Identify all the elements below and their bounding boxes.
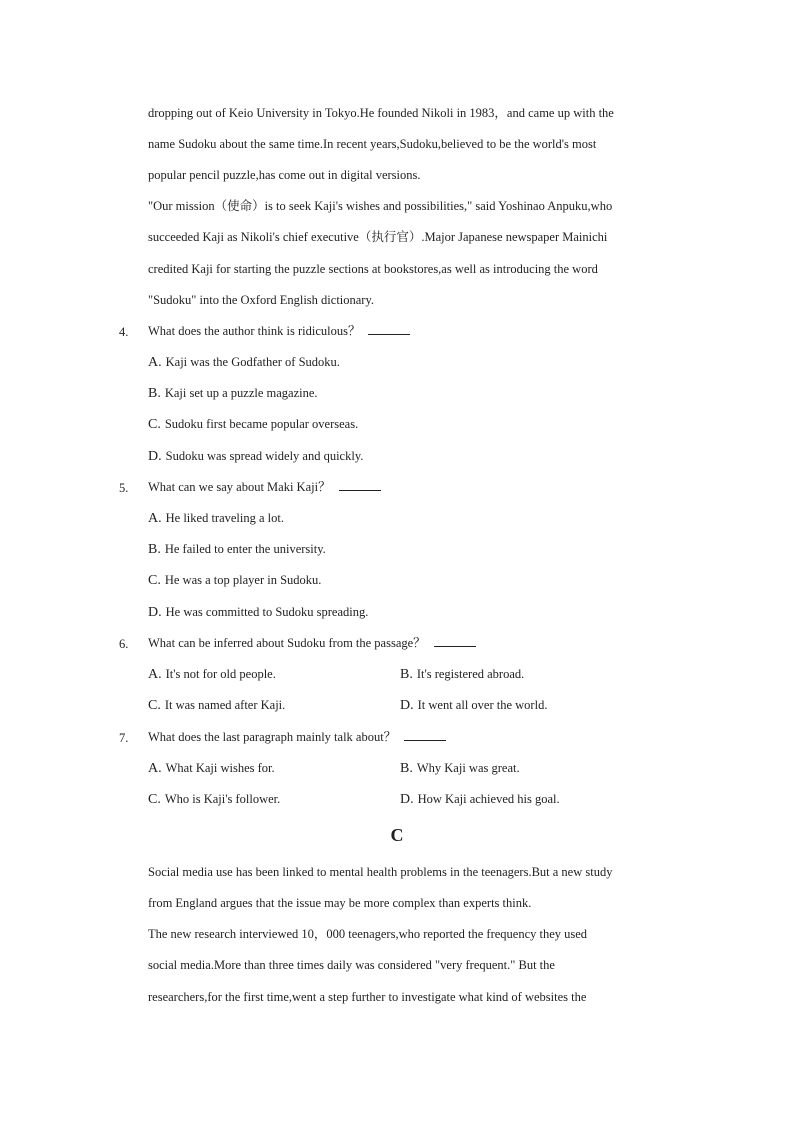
question-text: What does the last paragraph mainly talk about？ (148, 730, 397, 744)
answer-blank[interactable] (434, 636, 476, 647)
option-4d[interactable]: D. Sudoku was spread widely and quickly. (148, 449, 364, 464)
option-6d[interactable]: D. It went all over the world. (400, 698, 548, 713)
passage-line: succeeded Kaji as Nikoli's chief executive（执行官）.Major Japanese newspaper Mainichi (148, 230, 608, 244)
question-text: What does the author think is ridiculous？ (148, 324, 361, 338)
passage-line: "Our mission（使命）is to seek Kaji's wishes and possibilities," said Yoshinao Anpuku,who (148, 199, 613, 213)
question-text: What can be inferred about Sudoku from the passage？ (148, 636, 426, 650)
question-number: 7. (119, 731, 129, 745)
option-6b[interactable]: B. It's registered abroad. (400, 667, 525, 682)
passage-line: researchers,for the first time,went a step further to investigate what kind of websites the (148, 990, 587, 1004)
question-number: 4. (119, 325, 129, 339)
option-4b[interactable]: B. Kaji set up a puzzle magazine. (148, 386, 318, 401)
option-4c[interactable]: C. Sudoku first became popular overseas. (148, 417, 359, 432)
passage-line: popular pencil puzzle,has come out in digital versions. (148, 168, 421, 182)
question-6 (148, 635, 476, 651)
option-7a[interactable]: A. What Kaji wishes for. (148, 761, 275, 776)
option-7b[interactable]: B. Why Kaji was great. (400, 761, 520, 776)
answer-blank[interactable] (339, 480, 381, 491)
passage-line: "Sudoku" into the Oxford English dictionary. (148, 293, 375, 307)
passage-line: from England argues that the issue may be more complex than experts think. (148, 896, 532, 910)
question-7 (148, 729, 446, 745)
option-5a[interactable]: A. He liked traveling a lot. (148, 511, 284, 526)
option-6c[interactable]: C. It was named after Kaji. (148, 698, 286, 713)
option-7c[interactable]: C. Who is Kaji's follower. (148, 792, 281, 807)
option-5d[interactable]: D. He was committed to Sudoku spreading. (148, 605, 369, 620)
passage-line: name Sudoku about the same time.In recent years,Sudoku,believed to be the world's most (148, 137, 597, 151)
passage-line: Social media use has been linked to mental health problems in the teenagers.But a new study (148, 865, 613, 879)
passage-line: credited Kaji for starting the puzzle sections at bookstores,as well as introducing the word (148, 262, 598, 276)
section-title: C (390, 825, 404, 845)
question-5 (148, 479, 381, 495)
question-number: 5. (119, 481, 129, 495)
passage-line: dropping out of Keio University in Tokyo.He founded Nikoli in 1983，and came up with the (148, 106, 614, 120)
question-4 (148, 323, 410, 339)
answer-blank[interactable] (404, 730, 446, 741)
option-4a[interactable]: A. Kaji was the Godfather of Sudoku. (148, 355, 340, 370)
option-6a[interactable]: A. It's not for old people. (148, 667, 276, 682)
option-5c[interactable]: C. He was a top player in Sudoku. (148, 573, 322, 588)
passage-line: social media.More than three times daily was considered "very frequent." But the (148, 958, 555, 972)
option-7d[interactable]: D. How Kaji achieved his goal. (400, 792, 560, 807)
passage-line: The new research interviewed 10，000 teenagers,who reported the frequency they used (148, 927, 588, 941)
answer-blank[interactable] (368, 324, 410, 335)
option-5b[interactable]: B. He failed to enter the university. (148, 542, 326, 557)
question-number: 6. (119, 637, 129, 651)
question-text: What can we say about Maki Kaji？ (148, 480, 331, 494)
